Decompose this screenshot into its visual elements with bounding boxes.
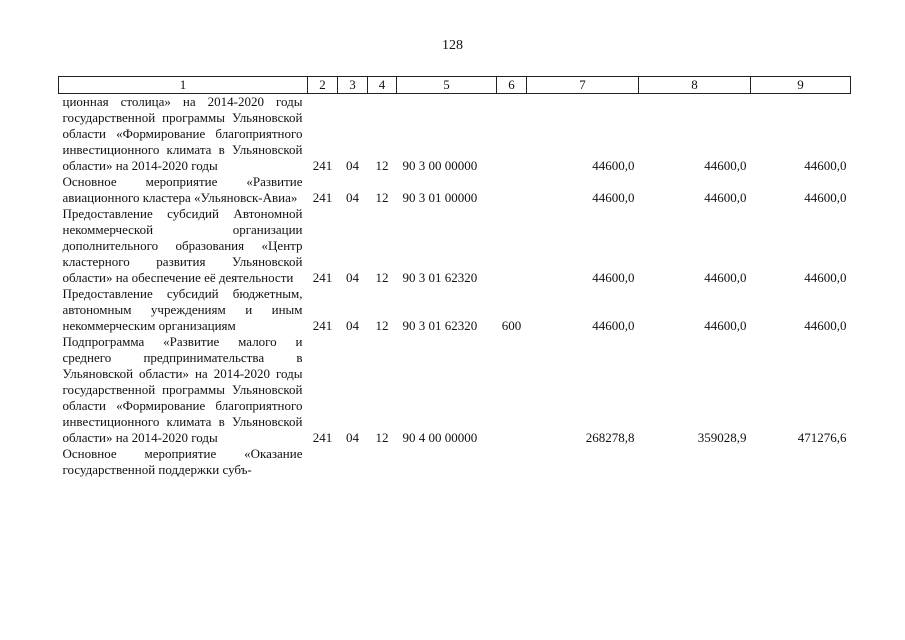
cell-col2 — [308, 446, 338, 478]
cell-col9: 471276,6 — [797, 430, 847, 445]
column-header-1: 1 — [59, 77, 308, 94]
cell-col3: 04 — [346, 430, 359, 445]
row-description — [59, 446, 308, 478]
cell-col7: 44600,0 — [592, 190, 635, 205]
cell-col3: 04 — [346, 158, 359, 173]
cell-col6: 600 — [501, 318, 522, 333]
cell-col7: 44600,0 — [592, 318, 635, 333]
table-row — [59, 286, 851, 334]
table-row — [59, 206, 851, 286]
cell-col6 — [497, 94, 527, 175]
cell-col6 — [497, 446, 527, 478]
header-row — [59, 77, 851, 94]
table-row — [59, 94, 851, 175]
row-description — [59, 94, 308, 175]
row-description-text: Основное мероприятие «Развитие авиационного кластера «Ульяновск-Авиа» — [62, 174, 303, 205]
table-row — [59, 334, 851, 446]
cell-col9: 44600,0 — [804, 158, 847, 173]
column-header-6: 6 — [497, 77, 527, 94]
row-description-text: Предоставление субсидий Автономной некоммерческой организации дополнительного образования «Центр кластерного развития Ульяновской области» на обеспечение её деятельности — [62, 206, 303, 285]
cell-col5: 90 4 00 00000 — [402, 430, 478, 445]
cell-col3: 04 — [346, 270, 359, 285]
cell-col6 — [497, 206, 527, 286]
cell-col8 — [639, 446, 751, 478]
cell-col4: 12 — [375, 270, 389, 285]
cell-col5: 90 3 01 00000 — [402, 190, 478, 205]
column-header-9: 9 — [751, 77, 851, 94]
cell-col3: 04 — [346, 190, 359, 205]
cell-col6 — [497, 334, 527, 446]
cell-col2: 241 — [312, 318, 333, 333]
table-row — [59, 446, 851, 478]
cell-col4 — [368, 446, 397, 478]
cell-col3 — [338, 446, 368, 478]
cell-col9: 44600,0 — [804, 190, 847, 205]
page-number: 128 — [442, 38, 463, 53]
column-header-8: 8 — [639, 77, 751, 94]
cell-col8: 44600,0 — [704, 190, 747, 205]
column-header-3: 3 — [338, 77, 368, 94]
cell-col2: 241 — [312, 270, 333, 285]
cell-col4: 12 — [375, 158, 389, 173]
cell-col2: 241 — [312, 158, 333, 173]
cell-col5: 90 3 00 00000 — [402, 158, 478, 173]
cell-col9: 44600,0 — [804, 270, 847, 285]
cell-col9: 44600,0 — [804, 318, 847, 333]
row-description-text: Подпрограмма «Развитие малого и среднего предпринимательства в Ульяновской области» на 2014-2020 годы государственной программы Ульяновской области «Формирование благоприятного инвестиционного климата в Ульяновской области» на 2014-2020 годы — [62, 334, 303, 445]
cell-col7: 44600,0 — [592, 158, 635, 173]
cell-col8: 44600,0 — [704, 158, 747, 173]
budget-table — [58, 76, 851, 478]
table-row — [59, 174, 851, 206]
cell-col6 — [497, 174, 527, 206]
row-description-text: Основное мероприятие «Оказание государственной поддержки субъ- — [62, 446, 303, 477]
row-description-text: Предоставление субсидий бюджетным, автономным учреждениям и иным некоммерческим организациям — [62, 286, 303, 333]
row-description — [59, 334, 308, 446]
cell-col4: 12 — [375, 190, 389, 205]
cell-col4: 12 — [375, 430, 389, 445]
column-header-2: 2 — [308, 77, 338, 94]
row-description-text: ционная столица» на 2014-2020 годы государственной программы Ульяновской области «Формирование благоприятного инвестиционного климата в Ульяновской области» на 2014-2020 годы — [62, 94, 303, 173]
cell-col8: 44600,0 — [704, 270, 747, 285]
cell-col4: 12 — [375, 318, 389, 333]
cell-col5: 90 3 01 62320 — [402, 318, 478, 333]
column-header-7: 7 — [527, 77, 639, 94]
column-header-4: 4 — [368, 77, 397, 94]
cell-col8: 359028,9 — [697, 430, 747, 445]
cell-col5 — [397, 446, 497, 478]
cell-col2: 241 — [312, 190, 333, 205]
cell-col7: 44600,0 — [592, 270, 635, 285]
row-description — [59, 206, 308, 286]
cell-col7 — [527, 446, 639, 478]
cell-col2: 241 — [312, 430, 333, 445]
row-description — [59, 286, 308, 334]
row-description — [59, 174, 308, 206]
cell-col3: 04 — [346, 318, 359, 333]
cell-col7: 268278,8 — [585, 430, 635, 445]
cell-col8: 44600,0 — [704, 318, 747, 333]
cell-col5: 90 3 01 62320 — [402, 270, 478, 285]
cell-col9 — [751, 446, 851, 478]
column-header-5: 5 — [397, 77, 497, 94]
